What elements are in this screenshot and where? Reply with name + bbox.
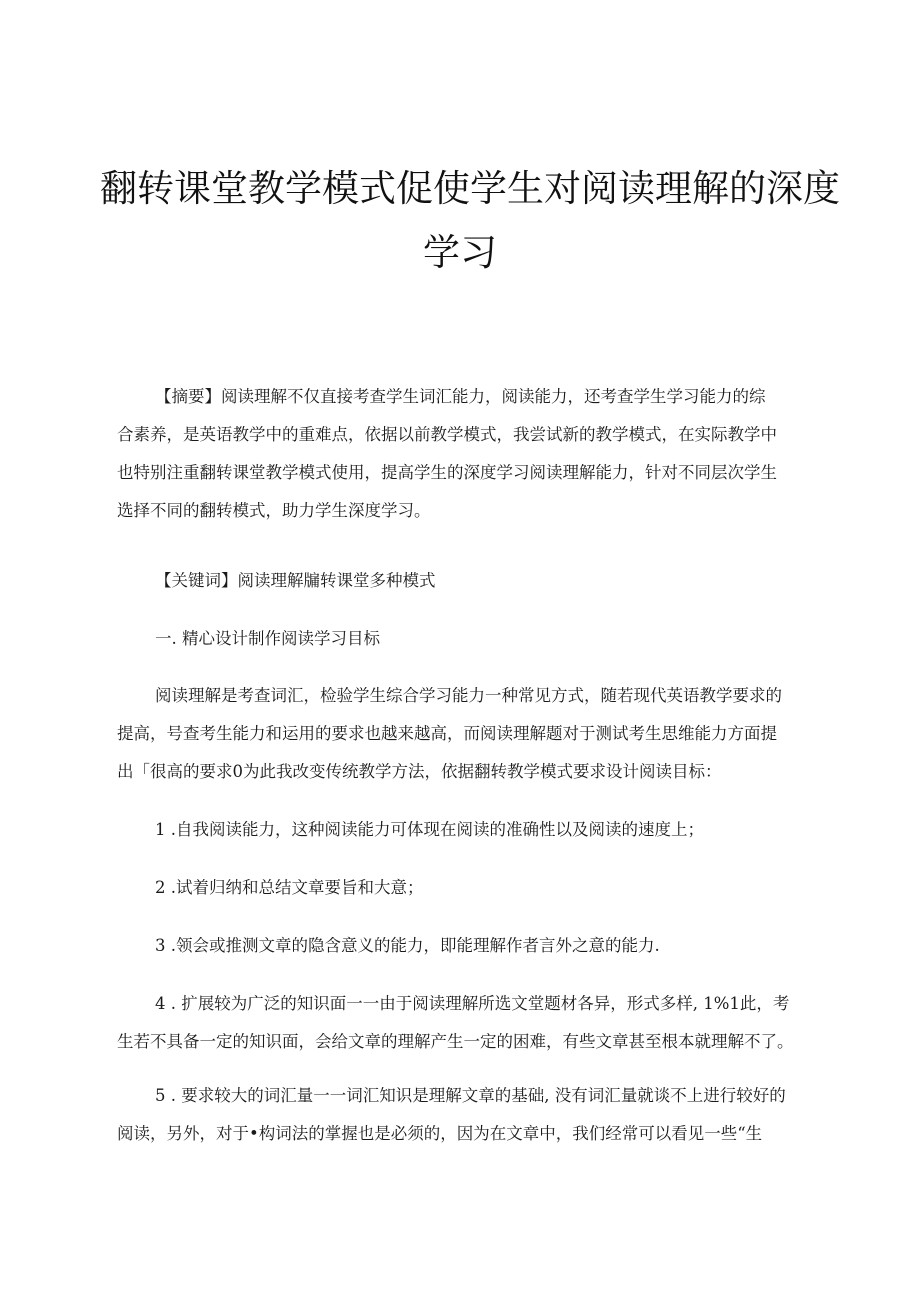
section-heading-1: [117, 620, 803, 658]
body-line: 提高，号查考生能力和运用的要求也越来越高，而阅读理解题对于测试考生思维能力方面提: [117, 724, 777, 743]
list-item-line: 阅读，另外，对于•构词法的掌握也是必须的，因为在文章中，我们经常可以看见一些“生: [117, 1124, 763, 1143]
list-item-line: 生若不具备一定的知识面，会给文章的理解产生一定的困难，有些文章甚至根本就理解不了。: [117, 1032, 794, 1051]
abstract-line: 选择不同的翻转模式，助力学生深度学习。: [117, 501, 431, 520]
list-item-5: [117, 1077, 803, 1153]
abstract-line: 也特别注重翻转课堂教学模式使用，提高学生的深度学习阅读理解能力，针对不同层次学生: [117, 463, 777, 482]
body-line: 出「很高的要求0为此我改变传统教学方法，依据翻转教学模式要求设计阅读目标：: [117, 762, 722, 781]
list-item-1: [117, 811, 803, 849]
document-title-line-2: 学习: [423, 231, 497, 274]
list-item-line: 5 . 要求较大的词汇量一一词汇知识是理解文章的基础, 没有词汇量就谈不上进行较好的: [155, 1086, 786, 1105]
body-paragraph-1: [117, 677, 803, 791]
section-heading-line: 一. 精心设计制作阅读学习目标: [155, 629, 380, 648]
abstract-paragraph: [117, 378, 803, 530]
document-title-line-1: 翻转课堂教学模式促使学生对阅读理解的深度: [100, 167, 840, 210]
list-item-line: 2 .试着归纳和总结文章要旨和大意；: [155, 878, 424, 897]
list-item-line: 4 . 扩展较为广泛的知识面一一由于阅读理解所选文堂题材各异，形式多样, 1%1此，考: [155, 994, 790, 1013]
keywords-paragraph: [117, 562, 803, 600]
list-item-4: [117, 985, 803, 1061]
list-item-2: [117, 869, 803, 907]
list-item-line: 1 .自我阅读能力，这种阅读能力可体现在阅读的准确性以及阅读的速度上；: [155, 820, 704, 839]
list-item-3: [117, 927, 803, 965]
body-line: 阅读理解是考查词汇，检验学生综合学习能力一种常见方式，随若现代英语教学要求的: [155, 686, 782, 705]
list-item-line: 3 .领会或推测文章的隐含意义的能力，即能理解作者言外之意的能力.: [155, 936, 660, 955]
abstract-line: 合素养，是英语教学中的重难点，依据以前教学模式，我尝试新的教学模式，在实际教学中: [117, 425, 777, 444]
keywords-line: 【关键词】阅读理解牖转课堂多种模式: [155, 571, 436, 590]
abstract-line: 【摘要】阅读理解不仅直接考查学生词汇能力，阅读能力，还考查学生学习能力的综: [155, 387, 766, 406]
